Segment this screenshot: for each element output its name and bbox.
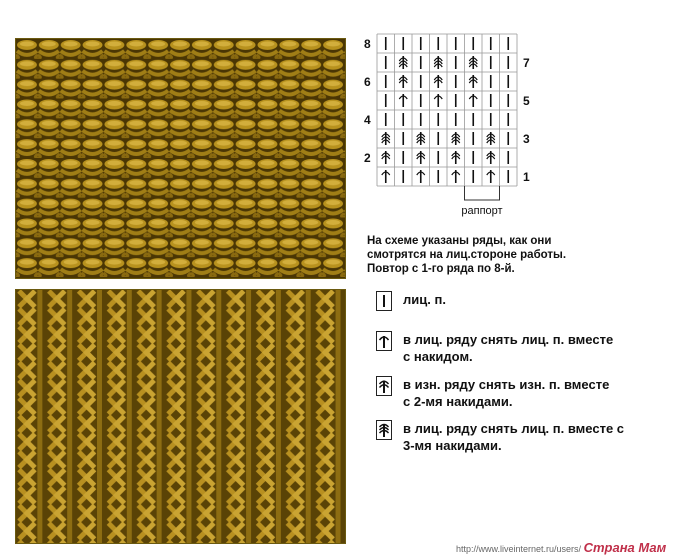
knit-texture-top	[16, 39, 345, 278]
legend-text: в лиц. ряду снять лиц. п. вместе с накидом.	[403, 332, 614, 364]
description-line-2: смотрятся на лиц.стороне работы.	[367, 249, 567, 261]
legend-text: в лиц. ряду снять лиц. п. вместе с 3-мя накидами.	[403, 421, 625, 453]
slip-symbol-s2	[399, 75, 407, 88]
slip-symbol-s1	[452, 170, 460, 183]
chart-description	[367, 234, 687, 276]
row-number-right: 3	[523, 132, 530, 146]
slip-symbol-s2	[417, 151, 425, 164]
slip-symbol-s2	[382, 151, 390, 164]
legend-item-slip-three-yarnovers	[376, 420, 624, 454]
slip-symbol-s1	[469, 94, 477, 107]
row-number-right: 7	[523, 56, 530, 70]
slip-symbol-s1	[487, 170, 495, 183]
slip-symbol-s3	[487, 132, 495, 145]
slip-symbol-s1	[434, 94, 442, 107]
slip-symbol-s2	[434, 75, 442, 88]
slip-symbol-s3	[382, 132, 390, 145]
slip-symbol-s2	[452, 151, 460, 164]
slip-symbol-s3	[452, 132, 460, 145]
slip-symbol-s1	[399, 94, 407, 107]
watermark-url: http://www.liveinternet.ru/users/	[456, 544, 582, 554]
slip-with-two-yarnovers-icon	[376, 376, 392, 396]
slip-with-yarnover-icon	[376, 331, 392, 351]
knit-texture-bottom	[16, 290, 345, 543]
slip-symbol-s2	[487, 151, 495, 164]
slip-symbol-s3	[434, 56, 442, 69]
legend-text: лиц. п.	[403, 292, 446, 307]
slip-symbol-s1	[382, 170, 390, 183]
knit-stitch-icon	[376, 291, 392, 311]
swatch-photo-top	[15, 38, 346, 279]
slip-symbol-s3	[417, 132, 425, 145]
row-number-left: 4	[364, 113, 371, 127]
slip-symbol-s3	[469, 56, 477, 69]
row-number-right: 1	[523, 170, 530, 184]
legend-item-knit	[376, 291, 446, 311]
chart-grid	[360, 30, 530, 230]
knitting-chart	[360, 30, 530, 230]
legend-item-slip-two-yarnovers	[376, 376, 609, 410]
row-number-left: 8	[364, 37, 371, 51]
swatch-photo-bottom	[15, 289, 346, 544]
description-line-3: Повтор с 1-го ряда по 8-й.	[367, 263, 515, 275]
row-number-right: 5	[523, 94, 530, 108]
row-number-left: 2	[364, 151, 371, 165]
slip-symbol-s3	[399, 56, 407, 69]
legend-text: в изн. ряду снять изн. п. вместе с 2-мя накидами.	[403, 377, 610, 409]
description-line-1: На схеме указаны ряды, как они	[367, 235, 552, 247]
watermark	[456, 540, 666, 555]
repeat-bracket	[465, 186, 500, 200]
slip-with-three-yarnovers-icon	[376, 420, 392, 440]
legend-item-slip-one-yarnover	[376, 331, 613, 365]
row-number-left: 6	[364, 75, 371, 89]
slip-symbol-s2	[469, 75, 477, 88]
repeat-label: раппорт	[461, 205, 503, 217]
watermark-brand: Страна Мам	[583, 540, 667, 555]
slip-symbol-s1	[417, 170, 425, 183]
